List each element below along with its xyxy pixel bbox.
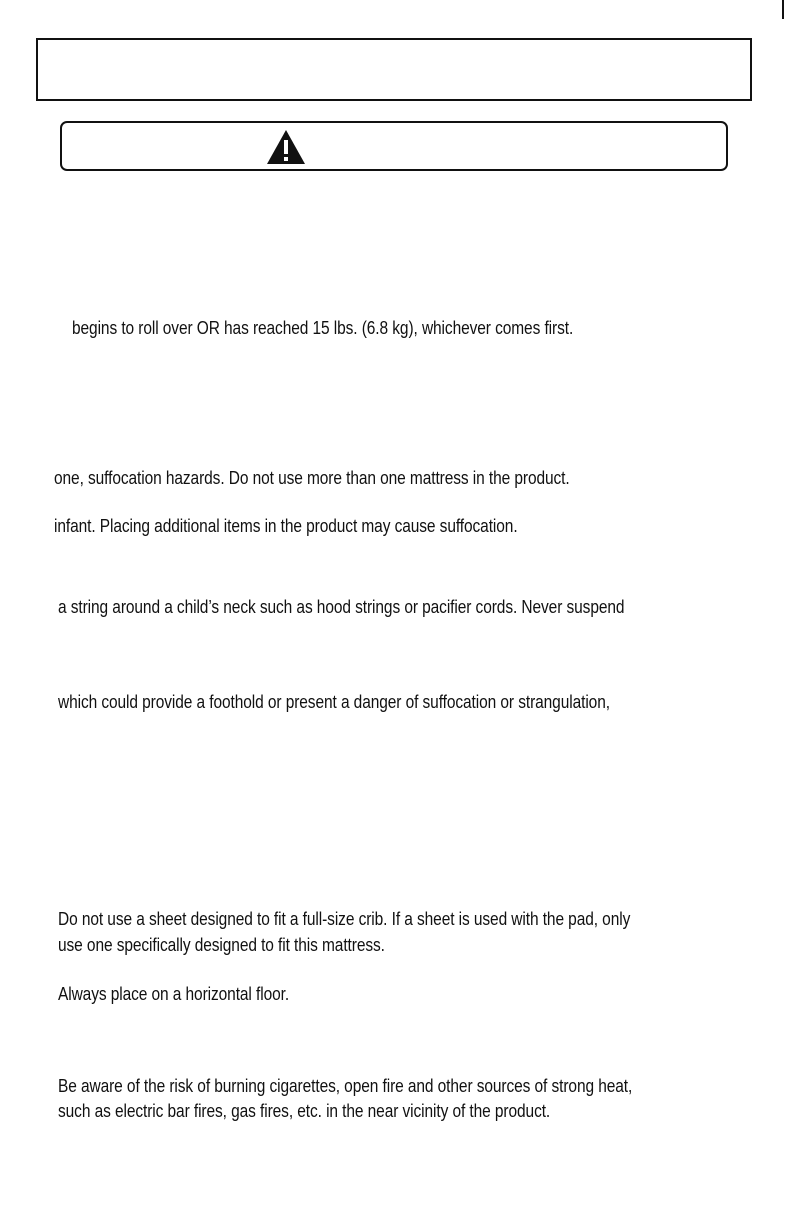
text-line-additional-items: infant. Placing additional items in the product may cause suffocation. (54, 516, 518, 536)
text-line-string-hazard: a string around a child’s neck such as hood strings or pacifier cords. Never suspend (58, 597, 625, 617)
text-line-fire-risk-1: Be aware of the risk of burning cigarettes, open fire and other sources of strong heat, (58, 1076, 633, 1096)
text-line-sheet-1: Do not use a sheet designed to fit a full-size crib. If a sheet is used with the pad, only (58, 909, 631, 929)
text-line-horizontal-floor: Always place on a horizontal floor. (58, 984, 290, 1004)
text-line-roll-over: begins to roll over OR has reached 15 lbs. (6.8 kg), whichever comes first. (72, 318, 574, 338)
crop-mark (782, 0, 784, 19)
text-line-sheet-2: use one specifically designed to fit this mattress. (58, 935, 385, 955)
warning-triangle-icon (266, 129, 306, 165)
text-line-mattress: one, suffocation hazards. Do not use more than one mattress in the product. (54, 468, 570, 488)
text-line-fire-risk-2: such as electric bar fires, gas fires, etc. in the near vicinity of the product. (58, 1101, 551, 1121)
warning-banner (60, 121, 728, 171)
header-box (36, 38, 752, 101)
text-line-foothold: which could provide a foothold or present a danger of suffocation or strangulation, (58, 692, 610, 712)
